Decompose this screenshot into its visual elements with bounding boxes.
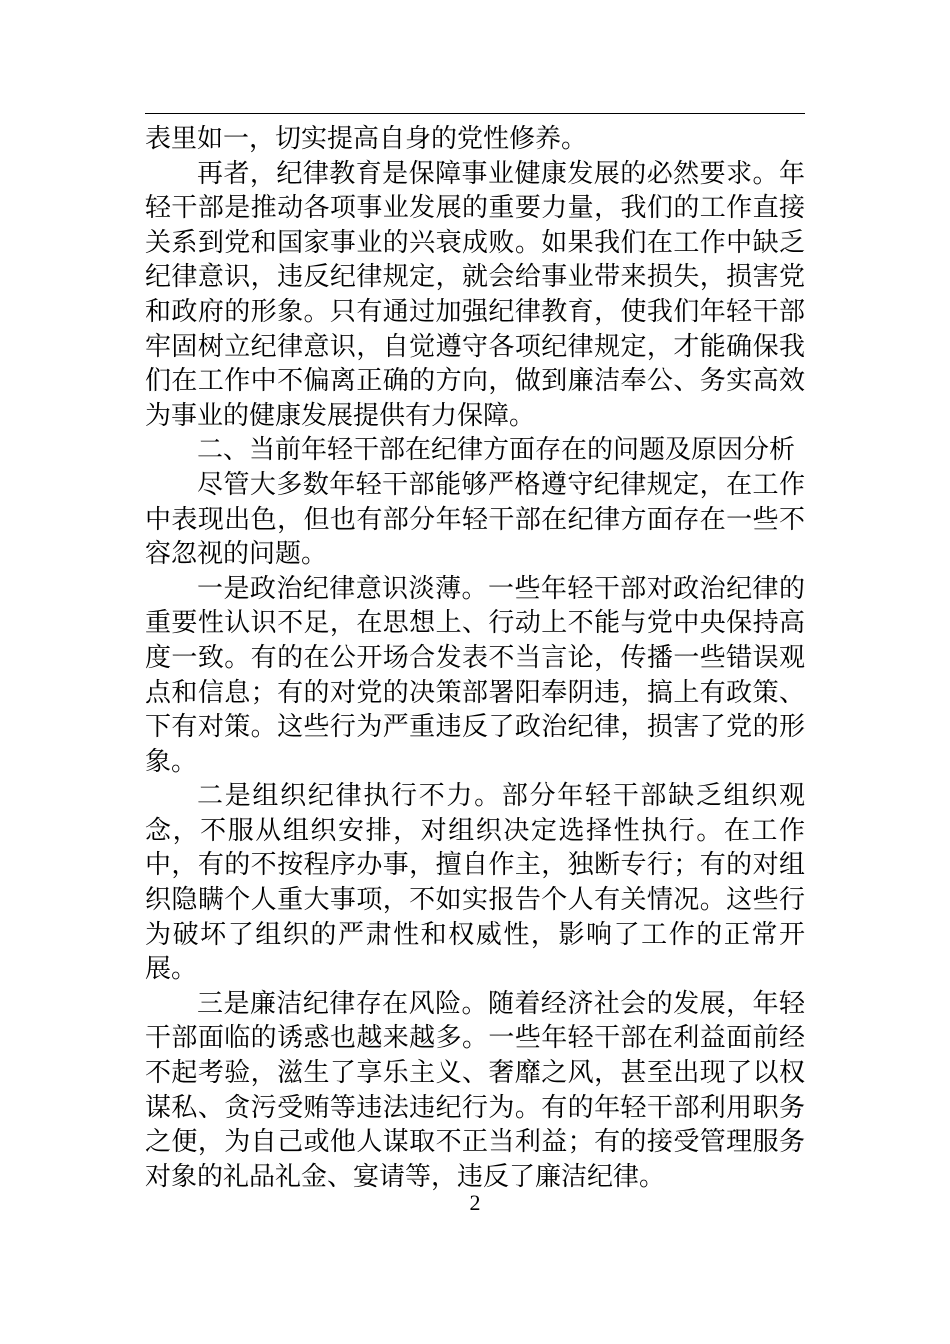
page-number: 2 [469,1190,481,1215]
paragraph-discipline-education: 再者，纪律教育是保障事业健康发展的必然要求。年轻干部是推动各项事业发展的重要力量，我们的工作直接关系到党和国家事业的兴衰成败。如果我们在工作中缺乏纪律意识，违反纪律规定，就会给事业带来损失，损害党和政府的形象。只有通过加强纪律教育，使我们年轻干部牢固树立纪律意识，自觉遵守各项纪律规定，才能确保我们在工作中不偏离正确的方向，做到廉洁奉公、务实高效为事业的健康发展提供有力保障。 [145,158,805,431]
paragraph-overview: 尽管大多数年轻干部能够严格遵守纪律规定，在工作中表现出色，但也有部分年轻干部在纪律方面存在一些不容忽视的问题。 [145,469,805,570]
document-body [145,122,805,1194]
paragraph-integrity-discipline: 三是廉洁纪律存在风险。随着经济社会的发展，年轻干部面临的诱惑也越来越多。一些年轻干部在利益面前经不起考验，滋生了享乐主义、奢靡之风，甚至出现了以权谋私、贪污受贿等违法违纪行为。有的年轻干部利用职务之便，为自己或他人谋取不正当利益；有的接受管理服务对象的礼品礼金、宴请等，违反了廉洁纪律。 [145,988,805,1192]
header-rule [145,113,805,114]
paragraph-continuation: 表里如一，切实提高自身的党性修养。 [145,124,588,154]
section-heading: 二、当前年轻干部在纪律方面存在的问题及原因分析 [197,435,796,466]
paragraph-organizational-discipline: 二是组织纪律执行不力。部分年轻干部缺乏组织观念，不服从组织安排，对组织决定选择性执行。在工作中，有的不按程序办事，擅自作主，独断专行；有的对组织隐瞒个人重大事项，不如实报告个人有关情况。这些行为破坏了组织的严肃性和权威性，影响了工作的正常开展。 [145,781,805,985]
paragraph-political-discipline: 一是政治纪律意识淡薄。一些年轻干部对政治纪律的重要性认识不足，在思想上、行动上不能与党中央保持高度一致。有的在公开场合发表不当言论，传播一些错误观点和信息；有的对党的决策部署阳奉阴违，搞上有政策、下有对策。这些行为严重违反了政治纪律，损害了党的形象。 [145,573,805,777]
